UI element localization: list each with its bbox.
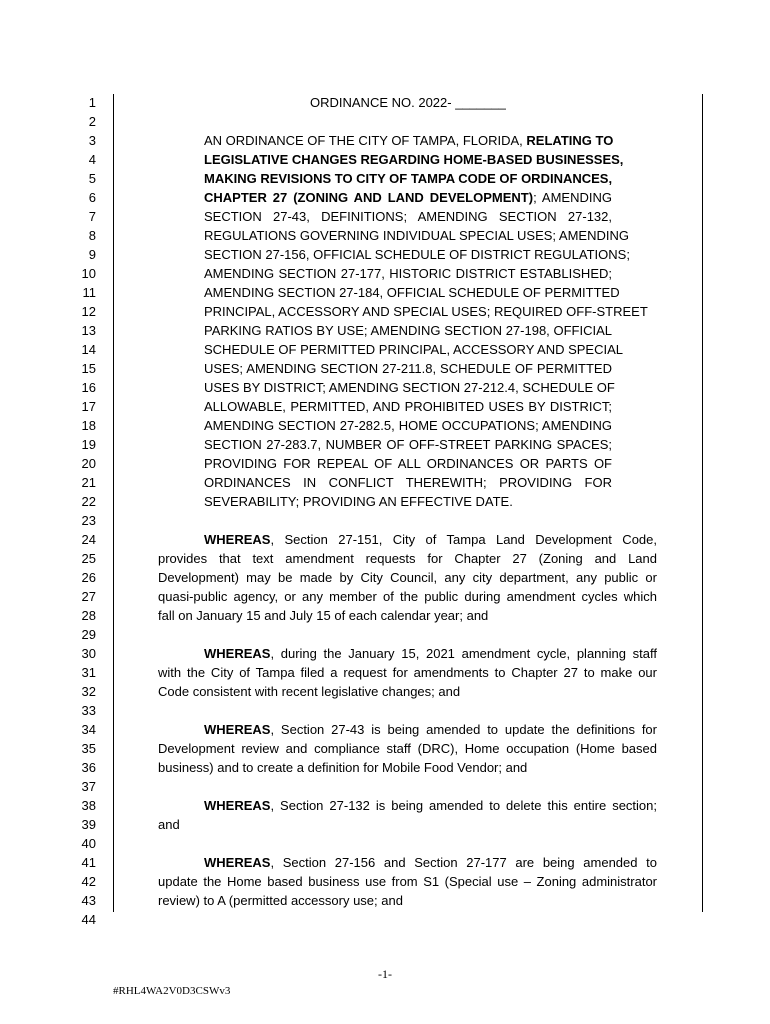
line-number: 29	[81, 627, 96, 642]
line-number: 32	[81, 684, 96, 699]
caption-line: SECTION 27-283.7, NUMBER OF OFF-STREET PARKING SPACES;	[204, 437, 612, 452]
ordinance-title: ORDINANCE NO. 2022- _______	[310, 95, 506, 110]
caption-line: ORDINANCES IN CONFLICT THEREWITH; PROVIDING FOR	[204, 475, 612, 490]
line-number: 22	[81, 494, 96, 509]
whereas-paragraph-line: provides that text amendment requests for Chapter 27 (Zoning and Land	[158, 551, 657, 566]
whereas-paragraph-line: Development review and compliance staff (DRC), Home occupation (Home based	[158, 741, 657, 756]
whereas-paragraph-line: business) and to create a definition for Mobile Food Vendor; and	[158, 760, 528, 775]
line-number: 43	[81, 893, 96, 908]
line-number: 8	[88, 228, 96, 243]
caption-line: SEVERABILITY; PROVIDING AN EFFECTIVE DATE.	[204, 494, 513, 509]
whereas-paragraph-line: WHEREAS, Section 27-43 is being amended to update the definitions for	[204, 722, 657, 737]
line-number: 7	[88, 209, 96, 224]
line-number: 17	[81, 399, 96, 414]
line-number: 12	[81, 304, 96, 319]
whereas-paragraph-line: Development) may be made by City Council, any city department, any public or	[158, 570, 657, 585]
line-number: 42	[81, 874, 96, 889]
caption-line: USES BY DISTRICT; AMENDING SECTION 27-212.4, SCHEDULE OF	[204, 380, 615, 395]
whereas-paragraph-line: Code consistent with recent legislative changes; and	[158, 684, 461, 699]
line-number: 1	[88, 95, 96, 110]
whereas-paragraph-line: quasi-public agency, or any member of the public during amendment cycles which	[158, 589, 657, 604]
line-number: 9	[88, 247, 96, 262]
line-number: 13	[81, 323, 96, 338]
left-margin-rule	[113, 94, 114, 912]
line-number: 40	[81, 836, 96, 851]
right-margin-rule	[702, 94, 703, 912]
line-number: 18	[81, 418, 96, 433]
line-number: 15	[81, 361, 96, 376]
line-number: 35	[81, 741, 96, 756]
line-number: 20	[81, 456, 96, 471]
whereas-paragraph-line: WHEREAS, Section 27-156 and Section 27-177 are being amended to	[204, 855, 657, 870]
line-number: 5	[88, 171, 96, 186]
line-number: 26	[81, 570, 96, 585]
line-number: 24	[81, 532, 96, 547]
line-number: 25	[81, 551, 96, 566]
caption-line: AN ORDINANCE OF THE CITY OF TAMPA, FLORIDA, RELATING TO	[204, 133, 614, 148]
line-number: 19	[81, 437, 96, 452]
line-number: 38	[81, 798, 96, 813]
line-number: 14	[81, 342, 96, 357]
caption-line: USES; AMENDING SECTION 27-211.8, SCHEDULE OF PERMITTED	[204, 361, 612, 376]
whereas-paragraph-line: fall on January 15 and July 15 of each calendar year; and	[158, 608, 489, 623]
document-id: #RHL4WA2V0D3CSWv3	[113, 985, 231, 997]
line-number: 10	[81, 266, 96, 281]
caption-line: SECTION 27-156, OFFICIAL SCHEDULE OF DISTRICT REGULATIONS;	[204, 247, 630, 262]
line-number: 33	[81, 703, 96, 718]
line-number: 36	[81, 760, 96, 775]
line-number: 39	[81, 817, 96, 832]
line-number: 30	[81, 646, 96, 661]
caption-line: AMENDING SECTION 27-177, HISTORIC DISTRICT ESTABLISHED;	[204, 266, 612, 281]
whereas-paragraph-line: review) to A (permitted accessory use; and	[158, 893, 403, 908]
line-number: 6	[88, 190, 96, 205]
line-number: 28	[81, 608, 96, 623]
whereas-paragraph-line: and	[158, 817, 180, 832]
whereas-paragraph-line: with the City of Tampa filed a request for amendments to Chapter 27 to make our	[158, 665, 657, 680]
line-number: 3	[88, 133, 96, 148]
line-number: 41	[81, 855, 96, 870]
caption-line: REGULATIONS GOVERNING INDIVIDUAL SPECIAL USES; AMENDING	[204, 228, 629, 243]
caption-line: SECTION 27-43, DEFINITIONS; AMENDING SECTION 27-132,	[204, 209, 612, 224]
whereas-paragraph-line: WHEREAS, during the January 15, 2021 amendment cycle, planning staff	[204, 646, 657, 661]
line-number: 31	[81, 665, 96, 680]
line-number: 16	[81, 380, 96, 395]
caption-line: CHAPTER 27 (ZONING AND LAND DEVELOPMENT); AMENDING	[204, 190, 612, 205]
line-number: 27	[81, 589, 96, 604]
caption-line: PARKING RATIOS BY USE; AMENDING SECTION 27-198, OFFICIAL	[204, 323, 612, 338]
line-number: 11	[82, 285, 96, 300]
line-number: 34	[81, 722, 96, 737]
caption-line: ALLOWABLE, PERMITTED, AND PROHIBITED USES BY DISTRICT;	[204, 399, 612, 414]
whereas-paragraph-line: WHEREAS, Section 27-151, City of Tampa Land Development Code,	[204, 532, 657, 547]
line-number: 21	[81, 475, 96, 490]
caption-line: PRINCIPAL, ACCESSORY AND SPECIAL USES; REQUIRED OFF-STREET	[204, 304, 648, 319]
page-number: -1-	[378, 967, 392, 981]
whereas-paragraph-line: update the Home based business use from S1 (Special use – Zoning administrator	[158, 874, 657, 889]
line-number: 4	[88, 152, 96, 167]
line-number: 44	[81, 912, 96, 927]
line-number: 37	[81, 779, 96, 794]
whereas-paragraph-line: WHEREAS, Section 27-132 is being amended to delete this entire section;	[204, 798, 657, 813]
caption-line: MAKING REVISIONS TO CITY OF TAMPA CODE OF ORDINANCES,	[204, 171, 613, 186]
line-number: 23	[81, 513, 96, 528]
line-number: 2	[88, 114, 96, 129]
caption-line: AMENDING SECTION 27-282.5, HOME OCCUPATIONS; AMENDING	[204, 418, 612, 433]
caption-line: LEGISLATIVE CHANGES REGARDING HOME-BASED BUSINESSES,	[204, 152, 624, 167]
caption-line: PROVIDING FOR REPEAL OF ALL ORDINANCES OR PARTS OF	[204, 456, 612, 471]
caption-line: AMENDING SECTION 27-184, OFFICIAL SCHEDULE OF PERMITTED	[204, 285, 620, 300]
caption-line: SCHEDULE OF PERMITTED PRINCIPAL, ACCESSORY AND SPECIAL	[204, 342, 623, 357]
